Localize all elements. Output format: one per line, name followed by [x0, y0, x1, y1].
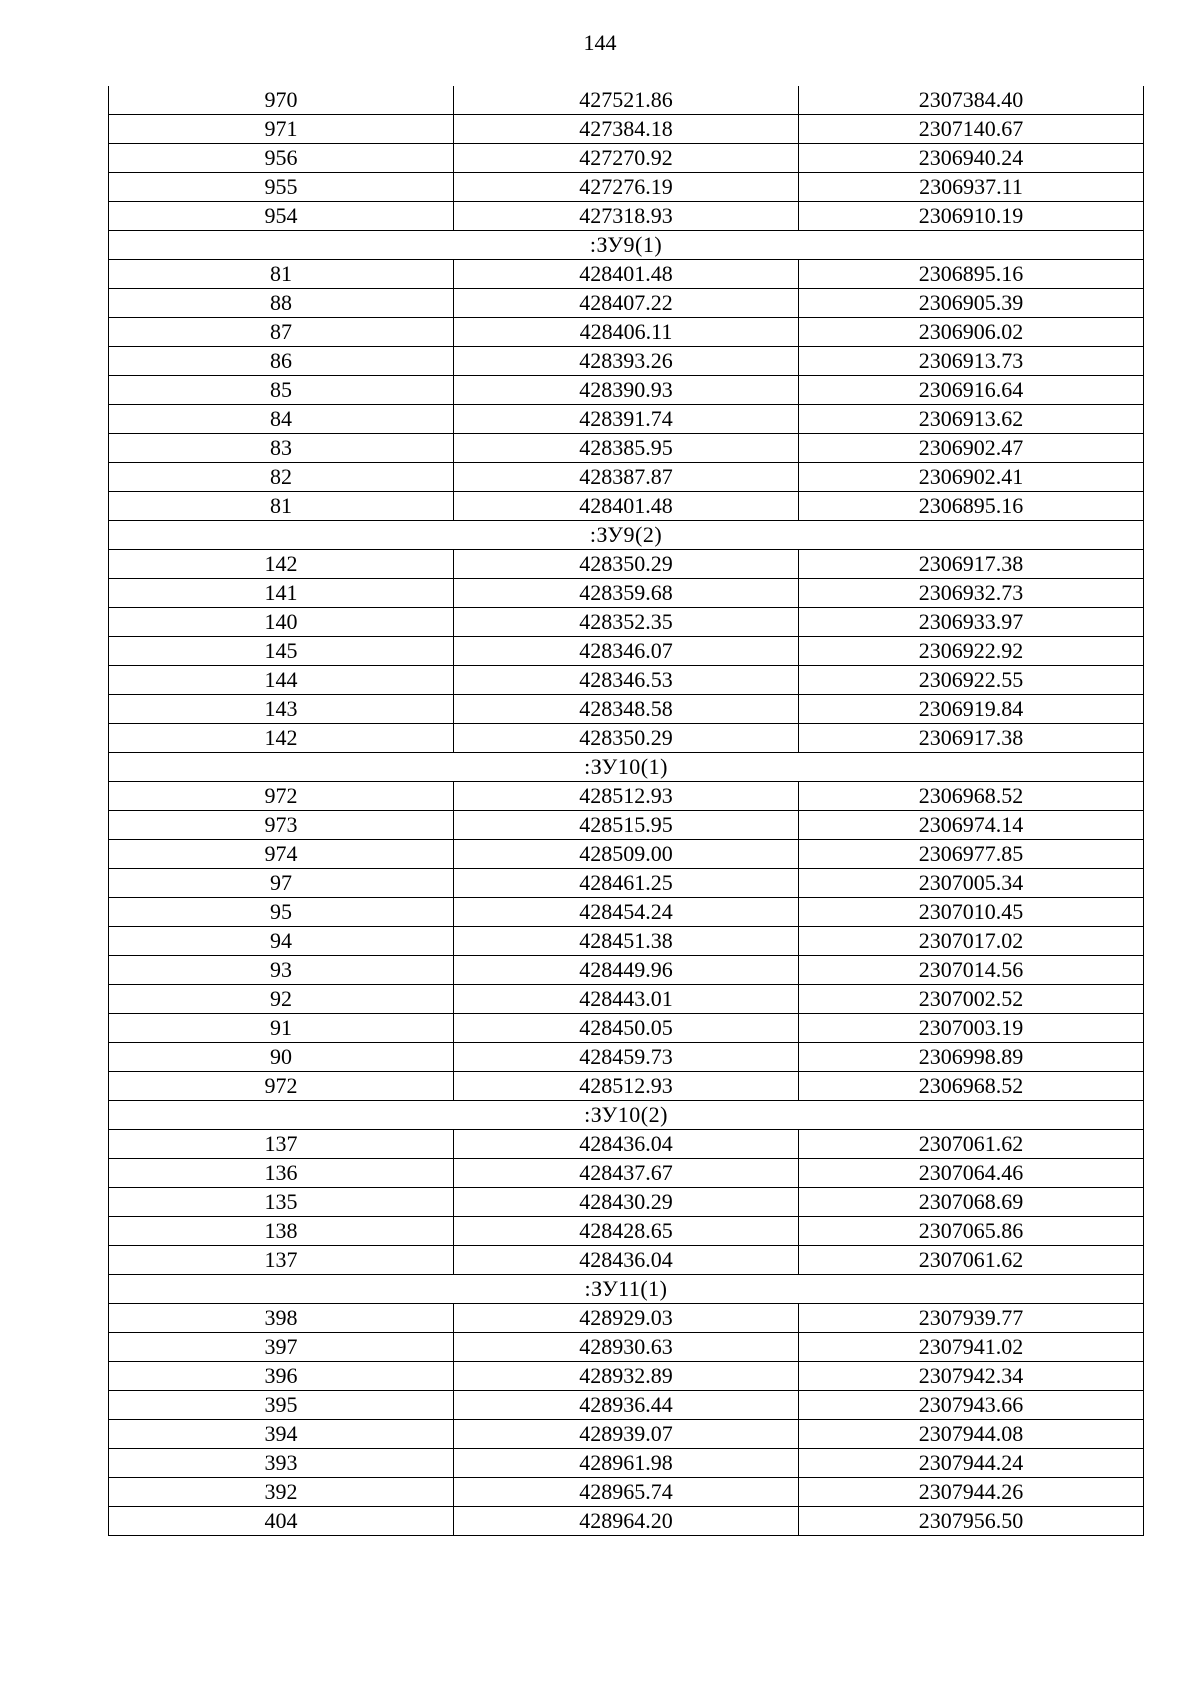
- x-coordinate-cell: 428964.20: [454, 1507, 799, 1536]
- y-coordinate-cell: 2307941.02: [799, 1333, 1144, 1362]
- point-number-cell: 88: [109, 289, 454, 318]
- y-coordinate-cell: 2307003.19: [799, 1014, 1144, 1043]
- point-number-cell: 971: [109, 115, 454, 144]
- x-coordinate-cell: 428454.24: [454, 898, 799, 927]
- table-row: [109, 637, 1144, 666]
- y-coordinate-cell: 2307061.62: [799, 1246, 1144, 1275]
- point-number-cell: 97: [109, 869, 454, 898]
- point-number-cell: 398: [109, 1304, 454, 1333]
- x-coordinate-cell: 428428.65: [454, 1217, 799, 1246]
- table-row: [109, 1072, 1144, 1101]
- table-row: [109, 1362, 1144, 1391]
- point-number-cell: 956: [109, 144, 454, 173]
- table-row: [109, 86, 1144, 115]
- y-coordinate-cell: 2306917.38: [799, 550, 1144, 579]
- table-row: [109, 1188, 1144, 1217]
- y-coordinate-cell: 2307944.24: [799, 1449, 1144, 1478]
- x-coordinate-cell: 428459.73: [454, 1043, 799, 1072]
- y-coordinate-cell: 2306974.14: [799, 811, 1144, 840]
- point-number-cell: 142: [109, 550, 454, 579]
- point-number-cell: 142: [109, 724, 454, 753]
- table-row: [109, 782, 1144, 811]
- table-row: [109, 898, 1144, 927]
- x-coordinate-cell: 428359.68: [454, 579, 799, 608]
- point-number-cell: 138: [109, 1217, 454, 1246]
- point-number-cell: 135: [109, 1188, 454, 1217]
- point-number-cell: 404: [109, 1507, 454, 1536]
- table-row: [109, 956, 1144, 985]
- x-coordinate-cell: 428939.07: [454, 1420, 799, 1449]
- y-coordinate-cell: 2306902.47: [799, 434, 1144, 463]
- x-coordinate-cell: 427521.86: [454, 86, 799, 115]
- y-coordinate-cell: 2306922.92: [799, 637, 1144, 666]
- point-number-cell: 90: [109, 1043, 454, 1072]
- x-coordinate-cell: 427276.19: [454, 173, 799, 202]
- y-coordinate-cell: 2307944.26: [799, 1478, 1144, 1507]
- section-label: :ЗУ11(1): [109, 1275, 1144, 1304]
- point-number-cell: 973: [109, 811, 454, 840]
- y-coordinate-cell: 2306968.52: [799, 1072, 1144, 1101]
- x-coordinate-cell: 428350.29: [454, 724, 799, 753]
- y-coordinate-cell: 2306916.64: [799, 376, 1144, 405]
- point-number-cell: 145: [109, 637, 454, 666]
- x-coordinate-cell: 428512.93: [454, 782, 799, 811]
- table-row: [109, 289, 1144, 318]
- y-coordinate-cell: 2307944.08: [799, 1420, 1144, 1449]
- point-number-cell: 393: [109, 1449, 454, 1478]
- x-coordinate-cell: 428437.67: [454, 1159, 799, 1188]
- y-coordinate-cell: 2306933.97: [799, 608, 1144, 637]
- x-coordinate-cell: 428929.03: [454, 1304, 799, 1333]
- table-row: [109, 260, 1144, 289]
- x-coordinate-cell: 428512.93: [454, 1072, 799, 1101]
- table-row: [109, 695, 1144, 724]
- point-number-cell: 395: [109, 1391, 454, 1420]
- point-number-cell: 137: [109, 1246, 454, 1275]
- point-number-cell: 955: [109, 173, 454, 202]
- table-row: [109, 579, 1144, 608]
- x-coordinate-cell: 428443.01: [454, 985, 799, 1014]
- section-header-row: [109, 753, 1144, 782]
- x-coordinate-cell: 428515.95: [454, 811, 799, 840]
- y-coordinate-cell: 2307002.52: [799, 985, 1144, 1014]
- table-row: [109, 869, 1144, 898]
- section-header-row: [109, 1275, 1144, 1304]
- y-coordinate-cell: 2306977.85: [799, 840, 1144, 869]
- x-coordinate-cell: 428450.05: [454, 1014, 799, 1043]
- point-number-cell: 144: [109, 666, 454, 695]
- page-number: 144: [583, 30, 617, 55]
- point-number-cell: 81: [109, 260, 454, 289]
- x-coordinate-cell: 427318.93: [454, 202, 799, 231]
- point-number-cell: 137: [109, 1130, 454, 1159]
- y-coordinate-cell: 2307005.34: [799, 869, 1144, 898]
- table-row: [109, 608, 1144, 637]
- table-row: [109, 985, 1144, 1014]
- section-header-row: [109, 1101, 1144, 1130]
- x-coordinate-cell: 427270.92: [454, 144, 799, 173]
- y-coordinate-cell: 2307384.40: [799, 86, 1144, 115]
- x-coordinate-cell: 428406.11: [454, 318, 799, 347]
- x-coordinate-cell: 428430.29: [454, 1188, 799, 1217]
- point-number-cell: 94: [109, 927, 454, 956]
- y-coordinate-cell: 2306910.19: [799, 202, 1144, 231]
- point-number-cell: 91: [109, 1014, 454, 1043]
- table-row: [109, 144, 1144, 173]
- point-number-cell: 92: [109, 985, 454, 1014]
- y-coordinate-cell: 2307064.46: [799, 1159, 1144, 1188]
- section-label: :ЗУ10(2): [109, 1101, 1144, 1130]
- x-coordinate-cell: 428936.44: [454, 1391, 799, 1420]
- y-coordinate-cell: 2307140.67: [799, 115, 1144, 144]
- point-number-cell: 392: [109, 1478, 454, 1507]
- y-coordinate-cell: 2307065.86: [799, 1217, 1144, 1246]
- point-number-cell: 87: [109, 318, 454, 347]
- table-row: [109, 1478, 1144, 1507]
- section-label: :ЗУ9(1): [109, 231, 1144, 260]
- section-label: :ЗУ10(1): [109, 753, 1144, 782]
- x-coordinate-cell: 428391.74: [454, 405, 799, 434]
- y-coordinate-cell: 2306913.73: [799, 347, 1144, 376]
- table-row: [109, 840, 1144, 869]
- point-number-cell: 136: [109, 1159, 454, 1188]
- section-label: :ЗУ9(2): [109, 521, 1144, 550]
- x-coordinate-cell: 428451.38: [454, 927, 799, 956]
- x-coordinate-cell: 428393.26: [454, 347, 799, 376]
- point-number-cell: 140: [109, 608, 454, 637]
- x-coordinate-cell: 428352.35: [454, 608, 799, 637]
- x-coordinate-cell: 428385.95: [454, 434, 799, 463]
- y-coordinate-cell: 2307942.34: [799, 1362, 1144, 1391]
- x-coordinate-cell: 428961.98: [454, 1449, 799, 1478]
- table-row: [109, 1449, 1144, 1478]
- table-row: [109, 318, 1144, 347]
- table-row: [109, 1217, 1144, 1246]
- point-number-cell: 82: [109, 463, 454, 492]
- x-coordinate-cell: 428461.25: [454, 869, 799, 898]
- x-coordinate-cell: 428965.74: [454, 1478, 799, 1507]
- y-coordinate-cell: 2306932.73: [799, 579, 1144, 608]
- point-number-cell: 141: [109, 579, 454, 608]
- point-number-cell: 397: [109, 1333, 454, 1362]
- point-number-cell: 974: [109, 840, 454, 869]
- y-coordinate-cell: 2306895.16: [799, 492, 1144, 521]
- x-coordinate-cell: 428346.07: [454, 637, 799, 666]
- y-coordinate-cell: 2307014.56: [799, 956, 1144, 985]
- table-row: [109, 1333, 1144, 1362]
- x-coordinate-cell: 428401.48: [454, 260, 799, 289]
- y-coordinate-cell: 2307010.45: [799, 898, 1144, 927]
- table-row: [109, 347, 1144, 376]
- table-row: [109, 927, 1144, 956]
- x-coordinate-cell: 428407.22: [454, 289, 799, 318]
- table-row: [109, 492, 1144, 521]
- coordinates-table-body: [109, 86, 1144, 1536]
- y-coordinate-cell: 2307061.62: [799, 1130, 1144, 1159]
- x-coordinate-cell: 427384.18: [454, 115, 799, 144]
- section-header-row: [109, 231, 1144, 260]
- y-coordinate-cell: 2307943.66: [799, 1391, 1144, 1420]
- x-coordinate-cell: 428436.04: [454, 1246, 799, 1275]
- y-coordinate-cell: 2306922.55: [799, 666, 1144, 695]
- y-coordinate-cell: 2307956.50: [799, 1507, 1144, 1536]
- point-number-cell: 396: [109, 1362, 454, 1391]
- point-number-cell: 81: [109, 492, 454, 521]
- x-coordinate-cell: 428348.58: [454, 695, 799, 724]
- y-coordinate-cell: 2307017.02: [799, 927, 1144, 956]
- table-row: [109, 666, 1144, 695]
- x-coordinate-cell: 428509.00: [454, 840, 799, 869]
- table-row: [109, 1420, 1144, 1449]
- table-row: [109, 550, 1144, 579]
- x-coordinate-cell: 428436.04: [454, 1130, 799, 1159]
- point-number-cell: 972: [109, 1072, 454, 1101]
- table-row: [109, 115, 1144, 144]
- table-row: [109, 434, 1144, 463]
- x-coordinate-cell: 428387.87: [454, 463, 799, 492]
- x-coordinate-cell: 428350.29: [454, 550, 799, 579]
- y-coordinate-cell: 2306940.24: [799, 144, 1144, 173]
- x-coordinate-cell: 428401.48: [454, 492, 799, 521]
- y-coordinate-cell: 2306905.39: [799, 289, 1144, 318]
- x-coordinate-cell: 428932.89: [454, 1362, 799, 1391]
- section-header-row: [109, 521, 1144, 550]
- table-row: [109, 1507, 1144, 1536]
- x-coordinate-cell: 428449.96: [454, 956, 799, 985]
- table-row: [109, 1043, 1144, 1072]
- y-coordinate-cell: 2306998.89: [799, 1043, 1144, 1072]
- table-row: [109, 1304, 1144, 1333]
- y-coordinate-cell: 2307068.69: [799, 1188, 1144, 1217]
- y-coordinate-cell: 2306906.02: [799, 318, 1144, 347]
- table-row: [109, 1391, 1144, 1420]
- table-row: [109, 405, 1144, 434]
- table-row: [109, 173, 1144, 202]
- y-coordinate-cell: 2307939.77: [799, 1304, 1144, 1333]
- table-row: [109, 1159, 1144, 1188]
- y-coordinate-cell: 2306913.62: [799, 405, 1144, 434]
- y-coordinate-cell: 2306917.38: [799, 724, 1144, 753]
- table-row: [109, 724, 1144, 753]
- x-coordinate-cell: 428390.93: [454, 376, 799, 405]
- point-number-cell: 93: [109, 956, 454, 985]
- x-coordinate-cell: 428346.53: [454, 666, 799, 695]
- y-coordinate-cell: 2306919.84: [799, 695, 1144, 724]
- y-coordinate-cell: 2306937.11: [799, 173, 1144, 202]
- point-number-cell: 970: [109, 86, 454, 115]
- table-row: [109, 1130, 1144, 1159]
- point-number-cell: 143: [109, 695, 454, 724]
- y-coordinate-cell: 2306902.41: [799, 463, 1144, 492]
- table-row: [109, 811, 1144, 840]
- coordinates-table: [108, 86, 1144, 1536]
- point-number-cell: 954: [109, 202, 454, 231]
- y-coordinate-cell: 2306968.52: [799, 782, 1144, 811]
- table-row: [109, 1246, 1144, 1275]
- y-coordinate-cell: 2306895.16: [799, 260, 1144, 289]
- point-number-cell: 95: [109, 898, 454, 927]
- point-number-cell: 972: [109, 782, 454, 811]
- table-row: [109, 463, 1144, 492]
- point-number-cell: 85: [109, 376, 454, 405]
- table-row: [109, 376, 1144, 405]
- point-number-cell: 83: [109, 434, 454, 463]
- point-number-cell: 86: [109, 347, 454, 376]
- table-row: [109, 202, 1144, 231]
- x-coordinate-cell: 428930.63: [454, 1333, 799, 1362]
- point-number-cell: 394: [109, 1420, 454, 1449]
- point-number-cell: 84: [109, 405, 454, 434]
- table-row: [109, 1014, 1144, 1043]
